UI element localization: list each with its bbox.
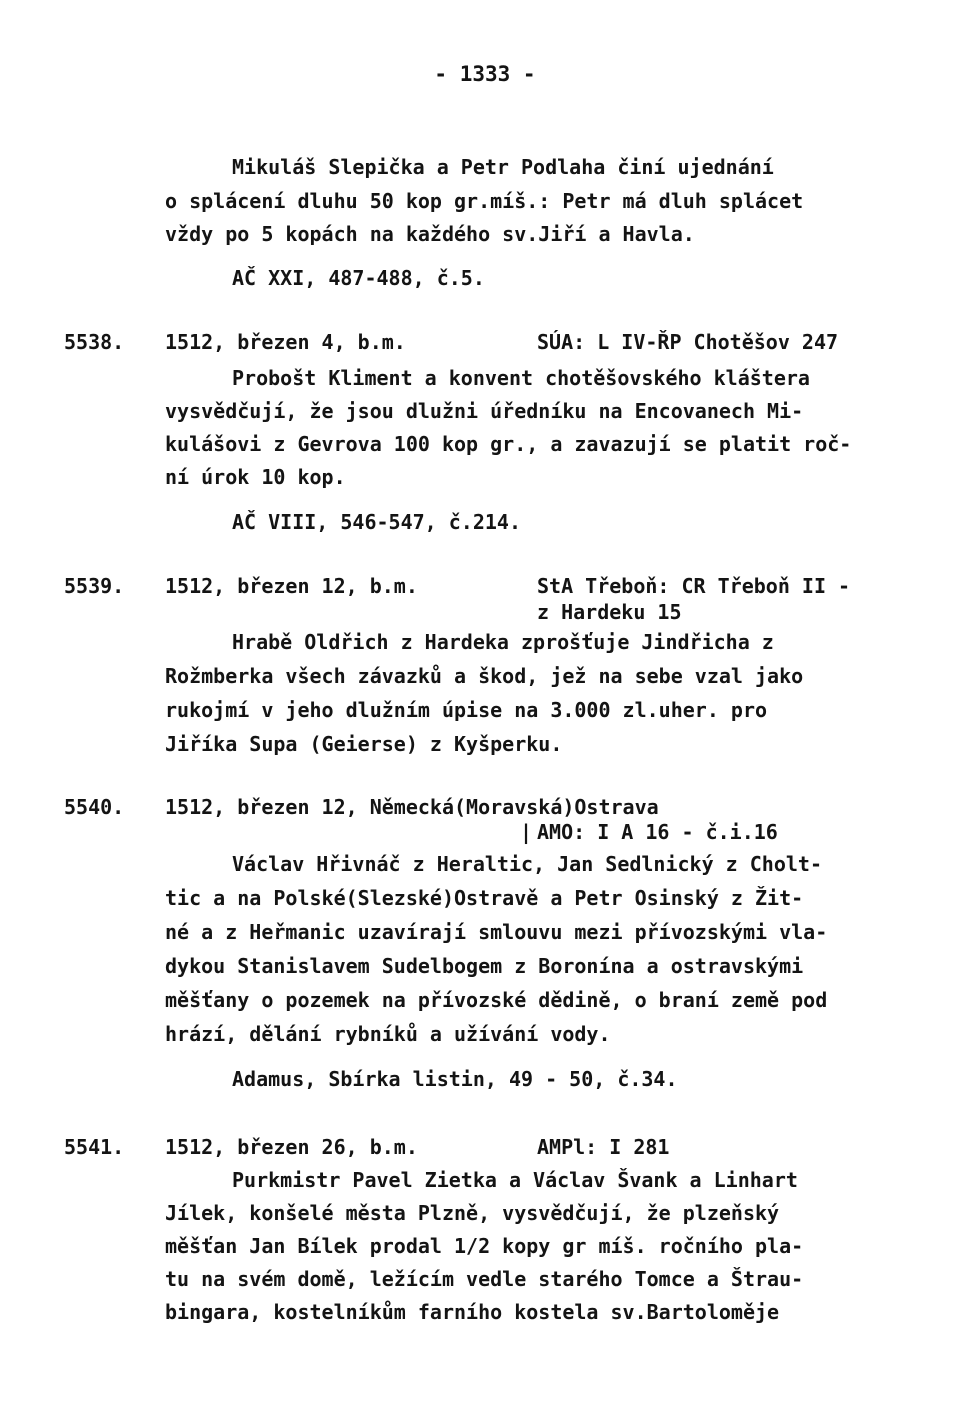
archive-ref: StA Třeboň: CR Třeboň II - <box>537 574 851 598</box>
text-line: né a z Heřmanic uzavírají smlouvu mezi přívozskými vla- <box>165 920 828 944</box>
text-line: hrází, dělání rybníků a užívání vody. <box>165 1022 611 1046</box>
text-line: dykou Stanislavem Sudelbogem z Boronína a ostravskými <box>165 954 804 978</box>
text-line: vždy po 5 kopách na každého sv.Jiří a Havla. <box>165 222 695 246</box>
text-line: bingara, kostelníkům farního kostela sv.Bartoloměje <box>165 1300 780 1324</box>
reference: AČ VIII, 546-547, č.214. <box>232 510 521 534</box>
text-line: Hrabě Oldřich z Hardeka zprošťuje Jindřicha z <box>232 630 774 654</box>
archive-ref: SÚA: L IV-ŘP Chotěšov 247 <box>537 330 839 354</box>
text-line: Jílek, konšelé města Plzně, vysvědčují, že plzeňský <box>165 1201 780 1225</box>
text-line: Rožmberka všech závazků a škod, jež na sebe vzal jako <box>165 664 804 688</box>
archive-ref-cont: z Hardeku 15 <box>537 600 682 624</box>
archive-ref: AMPl: I 281 <box>537 1135 670 1159</box>
text-line: Mikuláš Slepička a Petr Podlaha činí ujednání <box>232 155 774 179</box>
text-line: Purkmistr Pavel Zietka a Václav Švank a Linhart <box>232 1168 798 1192</box>
entry-number: 5540. <box>64 795 125 819</box>
text-line: ní úrok 10 kop. <box>165 465 346 489</box>
reference: Adamus, Sbírka listin, 49 - 50, č.34. <box>232 1067 678 1091</box>
text-line: o splácení dluhu 50 kop gr.míš.: Petr má dluh splácet <box>165 189 804 213</box>
archive-divider: | <box>520 820 533 844</box>
page-number: - 1333 - <box>434 62 536 86</box>
entry-number: 5539. <box>64 574 125 598</box>
text-line: kulášovi z Gevrova 100 kop gr., a zavazují se platit roč- <box>165 432 852 456</box>
entry-date: 1512, březen 26, b.m. <box>165 1135 418 1159</box>
entry-date: 1512, březen 12, Německá(Moravská)Ostrava <box>165 795 659 819</box>
text-line: tic a na Polské(Slezské)Ostravě a Petr Osinský z Žit- <box>165 886 804 910</box>
text-line: Jiříka Supa (Geierse) z Kyšperku. <box>165 732 563 756</box>
text-line: Václav Hřivnáč z Heraltic, Jan Sedlnický z Cholt- <box>232 852 823 876</box>
entry-number: 5538. <box>64 330 125 354</box>
archive-ref: AMO: I A 16 - č.i.16 <box>537 820 778 844</box>
text-line: měšťany o pozemek na přívozské dědině, o braní země pod <box>165 988 828 1012</box>
text-line: tu na svém domě, ležícím vedle starého Tomce a Štrau- <box>165 1267 804 1291</box>
text-line: vysvědčují, že jsou dlužni úředníku na Encovanech Mi- <box>165 399 804 423</box>
entry-date: 1512, březen 12, b.m. <box>165 574 418 598</box>
entry-date: 1512, březen 4, b.m. <box>165 330 406 354</box>
reference: AČ XXI, 487-488, č.5. <box>232 266 485 290</box>
text-line: rukojmí v jeho dlužním úpise na 3.000 zl.uher. pro <box>165 698 768 722</box>
entry-number: 5541. <box>64 1135 125 1159</box>
text-line: Probošt Kliment a konvent chotěšovského kláštera <box>232 366 810 390</box>
text-line: měšťan Jan Bílek prodal 1/2 kopy gr míš. ročního pla- <box>165 1234 804 1258</box>
